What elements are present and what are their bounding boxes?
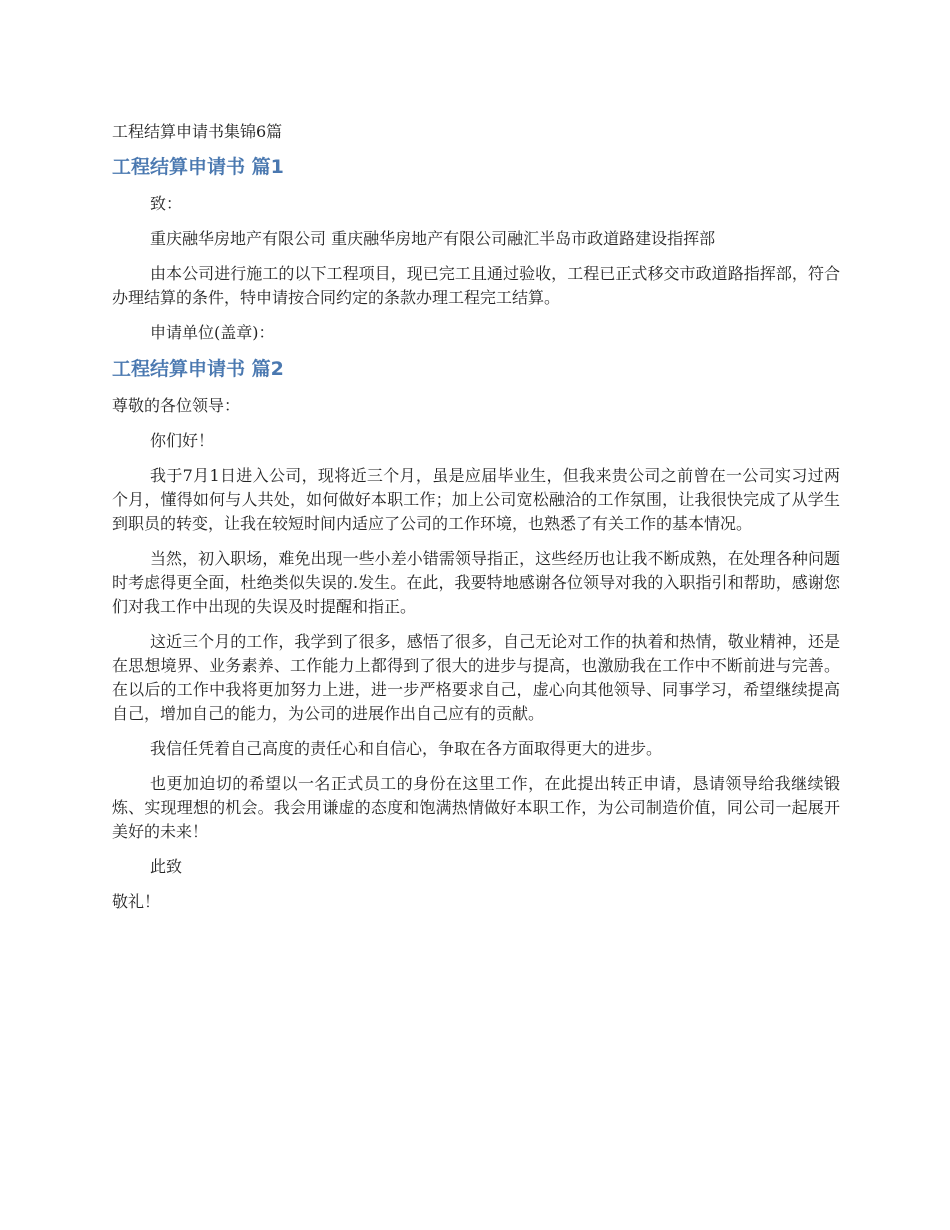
salutation: 尊敬的各位领导： [112,396,241,415]
document-title: 工程结算申请书集锦6篇 [112,122,283,141]
document-page [112,120,840,925]
paragraph: 由本公司进行施工的以下工程项目，现已完工且通过验收，工程已正式移交市政道路指挥部，符合办理结算的条件，特申请按合同约定的条款办理工程完工结算。 [112,264,840,307]
paragraph: 也更加迫切的希望以一名正式员工的身份在这里工作，在此提出转正申请，恳请领导给我继续锻炼、实现理想的机会。我会用谦虚的态度和饱满热情做好本职工作，为公司制造价值，同公司一起展开美好的未来！ [112,774,840,841]
closing-salute: 敬礼！ [112,892,161,911]
paragraph: 我信任凭着自己高度的责任心和自信心，争取在各方面取得更大的进步。 [150,739,663,758]
paragraph: 我于7月1日进入公司，现将近三个月，虽是应届毕业生，但我来贵公司之前曾在一公司实习过两个月，懂得如何与人共处，如何做好本职工作；加上公司宽松融洽的工作氛围，让我很快完成了从学生到职员的转变，让我在较短时间内适应了公司的工作环境，也熟悉了有关工作的基本情况。 [112,466,840,533]
closing-phrase: 此致 [150,857,183,876]
section-heading-2: 工程结算申请书 篇2 [112,358,284,380]
paragraph: 重庆融华房地产有限公司 重庆融华房地产有限公司融汇半岛市政道路建设指挥部 [150,229,716,248]
paragraph: 你们好！ [150,431,215,450]
paragraph: 申请单位(盖章)： [150,323,275,342]
section-heading-1: 工程结算申请书 篇1 [112,156,284,178]
paragraph: 这近三个月的工作，我学到了很多，感悟了很多，自己无论对工作的执着和热情，敬业精神，还是在思想境界、业务素养、工作能力上都得到了很大的进步与提高，也激励我在工作中不断前进与完善。在以后的工作中我将更加努力上进，进一步严格要求自己，虚心向其他领导、同事学习，希望继续提高自己，增加自己的能力，为公司的进展作出自己应有的贡献。 [112,632,840,723]
paragraph: 致： [150,194,183,213]
paragraph: 当然，初入职场，难免出现一些小差小错需领导指正，这些经历也让我不断成熟，在处理各种问题时考虑得更全面，杜绝类似失误的.发生。在此，我要特地感谢各位领导对我的入职指引和帮助，感谢您们对我工作中出现的失误及时提醒和指正。 [112,549,840,616]
